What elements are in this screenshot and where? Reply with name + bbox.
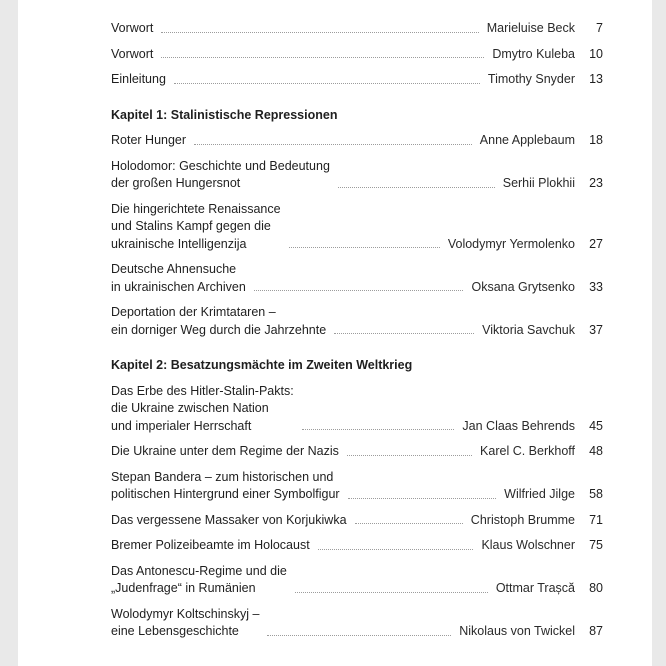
entry-title-line: Vorwort — [111, 21, 154, 35]
toc-entry — [111, 383, 603, 436]
dot-leader — [161, 32, 478, 33]
entry-title-line: Deportation der Krimtataren – — [111, 305, 276, 319]
entry-title — [111, 46, 153, 64]
book-page — [18, 0, 652, 666]
entry-title-line: ein dorniger Weg durch die Jahrzehnte — [111, 322, 327, 337]
toc-entry — [111, 201, 603, 254]
entry-title-line: Holodomor: Geschichte und Bedeutung — [111, 158, 330, 173]
entry-page-number: 48 — [589, 444, 603, 458]
entry-title — [111, 158, 330, 193]
dot-leader — [318, 549, 474, 550]
entry-spacer — [111, 435, 603, 443]
entry-title — [111, 201, 281, 254]
entry-page-number: 71 — [589, 512, 603, 527]
entry-author: Anne Applebaum — [479, 133, 575, 147]
entry-page-number: 80 — [589, 581, 603, 595]
entry-title-line: Stepan Bandera – zum historischen und — [111, 469, 334, 484]
entry-page-number: 10 — [589, 46, 603, 61]
toc-entry — [111, 71, 603, 89]
entry-title-line: die Ukraine zwischen Nation — [111, 401, 269, 415]
entry-page-number: 45 — [589, 418, 603, 433]
entry-page-number: 37 — [589, 322, 603, 337]
toc-entry — [111, 46, 603, 64]
entry-title-line: Roter Hunger — [111, 133, 187, 147]
entry-title — [111, 469, 340, 504]
dot-leader — [289, 247, 440, 248]
dot-leader — [348, 498, 497, 499]
entry-author: Klaus Wolschner — [481, 538, 575, 552]
entry-author: Wilfried Jilge — [504, 487, 575, 501]
entry-spacer — [111, 529, 603, 537]
entry-spacer — [111, 38, 603, 46]
entry-title-line: und Stalins Kampf gegen die — [111, 219, 271, 233]
entry-author: Ottmar Trașcă — [495, 581, 575, 595]
toc-entry — [111, 443, 603, 461]
entry-title-line: der großen Hungersnot — [111, 176, 241, 190]
entry-author: Serhii Plokhii — [502, 176, 575, 190]
entry-title — [111, 512, 347, 530]
dot-leader — [338, 187, 495, 188]
entry-page-number: 13 — [589, 72, 603, 86]
toc-entry — [111, 563, 603, 598]
entry-title — [111, 304, 326, 339]
entry-title-line: in ukrainischen Archiven — [111, 279, 246, 294]
entry-page-number: 18 — [589, 133, 603, 147]
entry-title-line: Bremer Polizeibeamte im Holocaust — [111, 538, 310, 552]
entry-title — [111, 563, 287, 598]
toc-entry — [111, 20, 603, 38]
entry-page-number: 33 — [589, 279, 603, 294]
entry-title-line: Deutsche Ahnensuche — [111, 262, 237, 276]
dot-leader — [302, 429, 455, 430]
entry-title-line: Die hingerichtete Renaissance — [111, 201, 281, 216]
entry-title-line: Das vergessene Massaker von Korjukiwka — [111, 512, 347, 527]
dot-leader — [347, 455, 472, 456]
entry-page-number: 75 — [589, 538, 603, 552]
entry-title-line: Das Antonescu-Regime und die — [111, 563, 287, 578]
entry-author: Viktoria Savchuk — [482, 322, 575, 337]
entry-title-line: politischen Hintergrund einer Symbolfigur — [111, 487, 340, 501]
toc-entry — [111, 158, 603, 193]
entry-title — [111, 443, 339, 461]
dot-leader — [334, 333, 474, 334]
entry-title-line: ukrainische Intelligenzija — [111, 236, 247, 251]
entry-title-line: Das Erbe des Hitler-Stalin-Pakts: — [111, 383, 294, 398]
toc-entry — [111, 132, 603, 150]
entry-title-line: Die Ukraine unter dem Regime der Nazis — [111, 444, 339, 458]
entry-title-line: „Judenfrage“ in Rumänien — [111, 581, 256, 595]
entry-spacer — [111, 63, 603, 71]
entry-title-line: Vorwort — [111, 46, 154, 61]
table-of-contents — [111, 20, 603, 641]
entry-spacer — [111, 193, 603, 201]
entry-author: Timothy Snyder — [487, 72, 575, 86]
entry-author: Oksana Grytsenko — [471, 279, 575, 294]
entry-title — [111, 606, 259, 641]
entry-title-line: Einleitung — [111, 72, 166, 86]
entry-spacer — [111, 150, 603, 158]
entry-author: Marieluise Beck — [486, 21, 575, 35]
entry-title — [111, 261, 246, 296]
entry-author: Volodymyr Yermolenko — [447, 236, 575, 251]
entry-spacer — [111, 253, 603, 261]
entry-title — [111, 71, 166, 89]
entry-spacer — [111, 555, 603, 563]
entry-author: Nikolaus von Twickel — [459, 624, 575, 638]
entry-page-number: 58 — [589, 487, 603, 501]
entry-title-line: und imperialer Herrschaft — [111, 418, 252, 433]
chapter-heading: Kapitel 1: Stalinistische Repressionen — [111, 107, 338, 122]
entry-author: Christoph Brumme — [470, 512, 575, 527]
dot-leader — [161, 57, 484, 58]
entry-title — [111, 537, 310, 555]
entry-title — [111, 20, 153, 38]
entry-title — [111, 383, 294, 436]
entry-title-line: eine Lebensgeschichte — [111, 624, 239, 638]
toc-entry — [111, 469, 603, 504]
toc-entry — [111, 261, 603, 296]
entry-author: Dmytro Kuleba — [492, 46, 575, 61]
entry-spacer — [111, 296, 603, 304]
toc-entry — [111, 512, 603, 530]
dot-leader — [194, 144, 472, 145]
dot-leader — [267, 635, 451, 636]
entry-page-number: 87 — [589, 624, 603, 638]
entry-page-number: 27 — [589, 236, 603, 251]
entry-spacer — [111, 461, 603, 469]
entry-page-number: 23 — [589, 176, 603, 190]
dot-leader — [355, 523, 463, 524]
toc-entry — [111, 537, 603, 555]
chapter-heading: Kapitel 2: Besatzungsmächte im Zweiten Weltkrieg — [111, 358, 413, 372]
entry-spacer — [111, 598, 603, 606]
dot-leader — [254, 290, 464, 291]
entry-title — [111, 132, 186, 150]
entry-page-number: 7 — [596, 21, 603, 35]
entry-title-line: Wolodymyr Koltschinskyj – — [111, 606, 260, 621]
entry-author: Jan Claas Behrends — [462, 418, 575, 433]
entry-spacer — [111, 504, 603, 512]
dot-leader — [174, 83, 480, 84]
entry-author: Karel C. Berkhoff — [480, 444, 575, 458]
dot-leader — [295, 592, 488, 593]
toc-entry — [111, 606, 603, 641]
toc-entry — [111, 304, 603, 339]
